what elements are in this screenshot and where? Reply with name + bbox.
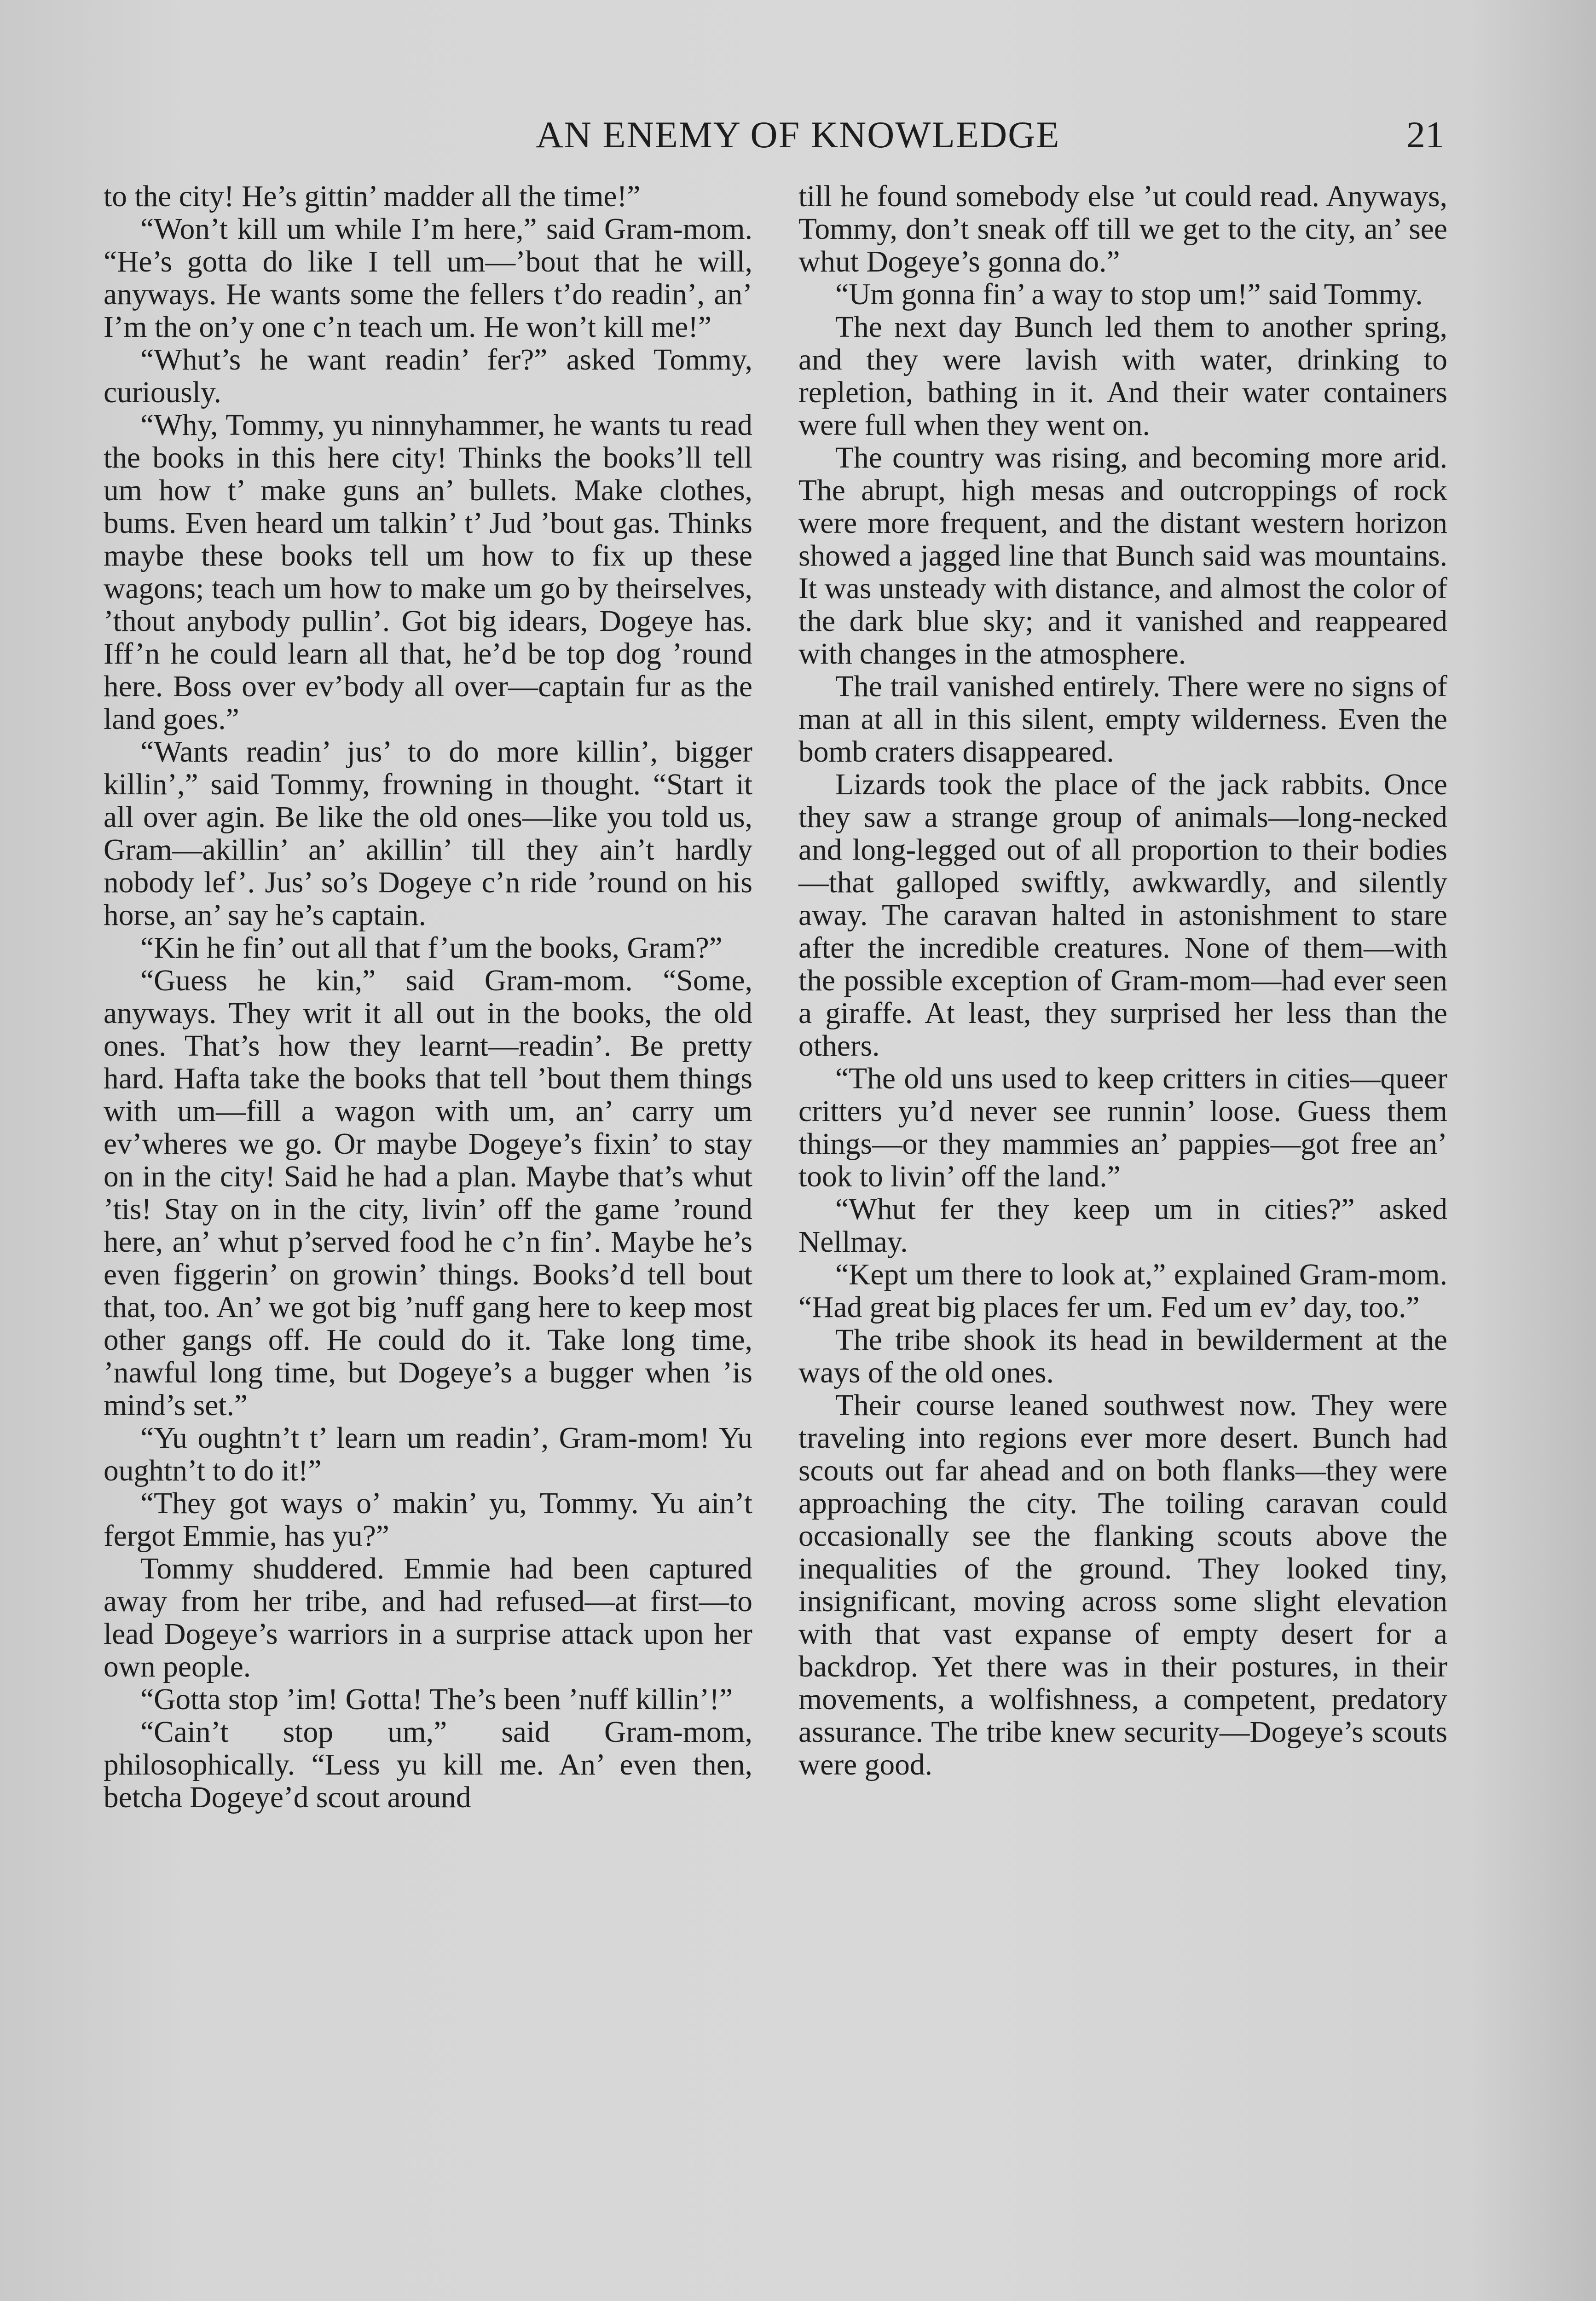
- paragraph: “Whut fer they keep um in cities?” asked Nellmay.: [798, 1193, 1447, 1259]
- paragraph: “The old uns used to keep critters in cities—queer critters yu’d never see runnin’ loose. Guess them things—or they mammies an’ pappies—got free an’ took to livin’ off the land.”: [798, 1062, 1447, 1193]
- paragraph: Their course leaned southwest now. They were traveling into regions ever more desert. Bunch had scouts out far ahead and on both flanks—they were approaching the city. The toiling caravan could occasionally see the flanking scouts above the inequalities of the ground. They looked tiny, insignificant, moving across some slight elevation with that vast expanse of empty desert for a backdrop. Yet there was in their postures, in their movements, a wolfishness, a competent, predatory assurance. The tribe knew security—Dogeye’s scouts were good.: [798, 1389, 1447, 1781]
- paragraph: “They got ways o’ makin’ yu, Tommy. Yu ain’t fergot Emmie, has yu?”: [104, 1487, 752, 1553]
- paragraph: to the city! He’s gittin’ madder all the time!”: [104, 180, 641, 213]
- paragraph: “Kin he fin’ out all that f’um the books, Gram?”: [140, 931, 723, 965]
- page-header: [0, 110, 1596, 160]
- paragraph: “Won’t kill um while I’m here,” said Gram-mom. “He’s gotta do like I tell um—’bout that he will, anyways. He wants some the fellers t’do readin’, an’ I’m the on’y one c’n teach um. He won’t kill me!”: [104, 213, 752, 344]
- paragraph: “Wants readin’ jus’ to do more killin’, bigger killin’,” said Tommy, frowning in thought. “Start it all over agin. Be like the old ones—like you told us, Gram—akillin’ an’ akillin’ till they ain’t hardly nobody lef’. Jus’ so’s Dogeye c’n ride ’round on his horse, an’ say he’s captain.: [104, 735, 752, 932]
- paragraph: Lizards took the place of the jack rabbits. Once they saw a strange group of animals—long-necked and long-legged out of all proportion to their bodies—that galloped swiftly, awkwardly, and silently away. The caravan halted in astonishment to stare after the incredible creatures. None of them—with the possible exception of Gram-mom—had ever seen a giraffe. At least, they surprised her less than the others.: [798, 768, 1447, 1063]
- paragraph: The next day Bunch led them to another spring, and they were lavish with water, drinking to repletion, bathing in it. And their water containers were full when they went on.: [798, 311, 1447, 442]
- paragraph: Tommy shuddered. Emmie had been captured away from her tribe, and had refused—at first—to lead Dogeye’s warriors in a surprise attack upon her own people.: [104, 1552, 752, 1683]
- paragraph: “Why, Tommy, yu ninnyhammer, he wants tu read the books in this here city! Thinks the books’ll tell um how t’ make guns an’ bullets. Make clothes, bums. Even heard um talkin’ t’ Jud ’bout gas. Thinks maybe these books tell um how to fix up these wagons; teach um how to make um go by theirselves, ’thout anybody pullin’. Got big idears, Dogeye has. Iff’n he could learn all that, he’d be top dog ’round here. Boss over ev’body all over—captain fur as the land goes.”: [104, 409, 752, 736]
- paragraph: “Gotta stop ’im! Gotta! The’s been ’nuff killin’!”: [140, 1683, 733, 1716]
- page-number: 21: [1406, 114, 1444, 156]
- paragraph: “Kept um there to look at,” explained Gram-mom. “Had great big places fer um. Fed um ev’ day, too.”: [798, 1258, 1447, 1324]
- paragraph: “Guess he kin,” said Gram-mom. “Some, anyways. They writ it all out in the books, the old ones. That’s how they learnt—readin’. Be pretty hard. Hafta take the books that tell ’bout them things with um—fill a wagon with um, an’ carry um ev’wheres we go. Or maybe Dogeye’s fixin’ to stay on in the city! Said he had a plan. Maybe that’s whut ’tis! Stay on in the city, livin’ off the game ’round here, an’ whut p’served food he c’n fin’. Maybe he’s even figgerin’ on growin’ things. Books’d tell bout that, too. An’ we got big ’nuff gang here to keep most other gangs off. He could do it. Take long time, ’nawful long time, but Dogeye’s a bugger when ’is mind’s set.”: [104, 964, 752, 1422]
- paragraph: The country was rising, and becoming more arid. The abrupt, high mesas and outcroppings of rock were more frequent, and the distant western horizon showed a jagged line that Bunch said was mountains. It was unsteady with distance, and almost the color of the dark blue sky; and it vanished and reappeared with changes in the atmosphere.: [798, 441, 1447, 671]
- paragraph: “Whut’s he want readin’ fer?” asked Tommy, curiously.: [104, 343, 752, 409]
- paragraph: “Um gonna fin’ a way to stop um!” said Tommy.: [835, 278, 1423, 311]
- right-column: [798, 180, 1447, 1781]
- paragraph: The tribe shook its head in bewilderment at the ways of the old ones.: [798, 1324, 1447, 1389]
- paragraph: till he found somebody else ’ut could read. Anyways, Tommy, don’t sneak off till we get to the city, an’ see whut Dogeye’s gonna do.”: [798, 180, 1447, 278]
- left-column: [104, 180, 752, 1814]
- paragraph: “Yu oughtn’t t’ learn um readin’, Gram-mom! Yu oughtn’t to do it!”: [104, 1422, 752, 1487]
- paragraph: “Cain’t stop um,” said Gram-mom, philosophically. “Less yu kill me. An’ even then, betcha Dogeye’d scout around: [104, 1716, 752, 1814]
- running-title: AN ENEMY OF KNOWLEDGE: [536, 114, 1060, 156]
- paragraph: The trail vanished entirely. There were no signs of man at all in this silent, empty wilderness. Even the bomb craters disappeared.: [798, 670, 1447, 769]
